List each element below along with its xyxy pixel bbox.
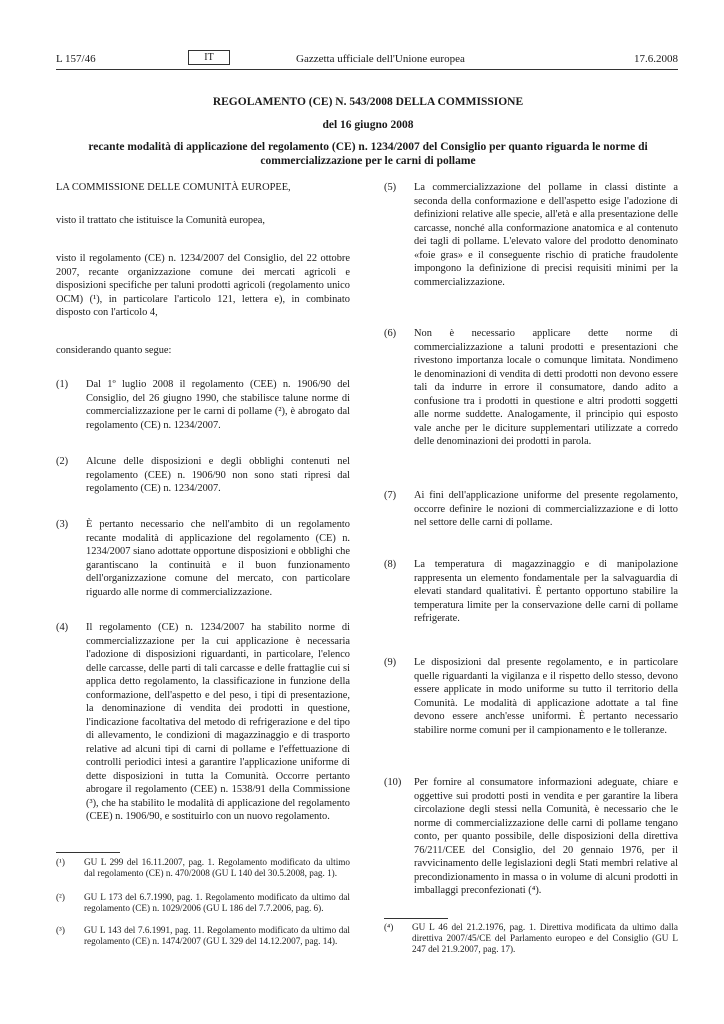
journal-title: Gazzetta ufficiale dell'Unione europea <box>296 53 465 65</box>
recital-text: Alcune delle disposizioni e degli obblighi contenuti nel regolamento (CEE) n. 1906/90 non sono stati ripresi dal regolamento (CE) n. 1234/2007. <box>86 456 350 494</box>
recital-number: (8) <box>384 559 397 570</box>
footnote-rule <box>56 852 120 853</box>
footnote-rule <box>384 918 448 919</box>
footnote-text: GU L 46 del 21.2.1976, pag. 1. Direttiva modificata da ultimo dalla direttiva 2007/45/CE del Parlamento europeo e del Consiglio (GU L 247 del 21.9.2007, pag. 17). <box>412 922 678 955</box>
page-reference: L 157/46 <box>56 53 96 65</box>
recital-number: (7) <box>384 490 397 501</box>
citation-regulation: visto il regolamento (CE) n. 1234/2007 del Consiglio, del 22 ottobre 2007, recante organizzazione comune dei mercati agricoli e disposizioni specifiche per taluni prodotti agricoli (regolamento unico OCM) (¹), in particolare l'articolo 121, lettera e), in combinato disposto con l'articolo 4, <box>56 253 350 318</box>
recital-number: (10) <box>384 777 402 788</box>
recital-text: Le disposizioni dal presente regolamento, e in particolare quelle riguardanti la vigilanza e il rispetto dello stesso, devono essere applicate in modo uniforme su tutto il territorio della Comunità. Le modalità di applicazione adottate a tal fine devono essere anch'esse uniformi. È pertanto necessario stabilire norme comuni per il campionamento e le tolleranze. <box>414 657 678 736</box>
recital-text: È pertanto necessario che nell'ambito di un regolamento recante modalità di applicazione del regolamento (CE) n. 1234/2007 siano adottate opportune disposizioni e obblighi che garantiscano la continuità e il buon funzionamento dell'organizzazione comune del mercato, con particolare riguardo alle norme di commercializzazione. <box>86 519 350 598</box>
footnote-text: GU L 299 del 16.11.2007, pag. 1. Regolamento modificato da ultimo dal regolamento (CE) n. 470/2008 (GU L 140 del 30.5.2008, pag. 1). <box>84 857 350 879</box>
recital-number: (4) <box>56 622 69 633</box>
recital-text: La commercializzazione del pollame in classi distinte a seconda della conformazione e dell'aspetto esige l'adozione di definizioni relative alle specie, all'età e alla presentazione delle carcasse, nonché alla conformazione anatomica e al contenuto dei tagli di pollame. L'elevato valore del prodotto denominato «foie gras» e il conseguente rischio di pratiche fraudolente impongono la definizione di precisi requisiti minimi per la commercializzazione. <box>414 182 678 288</box>
recital-number: (5) <box>384 182 397 193</box>
regulation-subject: recante modalità di applicazione del regolamento (CE) n. 1234/2007 del Consiglio per quanto riguarda le norme di commercializzazione per le carni di pollame <box>88 141 648 167</box>
recital-text: Dal 1º luglio 2008 il regolamento (CEE) n. 1906/90 del Consiglio, del 26 giugno 1990, che stabilisce talune norme di commercializzazione per le carni di pollame (²), è abrogato dal regolamento (CE) n. 1234/2007. <box>86 379 350 431</box>
regulation-title: REGOLAMENTO (CE) N. 543/2008 DELLA COMMISSIONE <box>212 96 524 108</box>
recital-text: La temperatura di magazzinaggio e di manipolazione rappresenta un elemento fondamentale per la salvaguardia di elevati standard qualitativi. È pertanto opportuno stabilire la temperatura limite per la conservazione delle carni di pollame refrigerate. <box>414 559 678 624</box>
considering-line: considerando quanto segue: <box>56 345 172 356</box>
publication-date: 17.6.2008 <box>634 53 678 65</box>
recital-number: (3) <box>56 519 69 530</box>
recital-text: Non è necessario applicare dette norme di commercializzazione a taluni prodotti e presentazioni che rivestono importanza locale o comunque limitata. Nondimeno le denominazioni di vendita di detti prodotti non devono essere tali da indurre in errore il consumatore, dando adito a confusione tra i prodotti in questione e altri prodotti soggetti alle norme suddette. Analogamente, il principio qui esposto vale anche per le diciture supplementari utilizzate a corredo delle denominazioni dei prodotti in parola. <box>414 328 678 447</box>
footnote-mark: (⁴) <box>384 922 394 932</box>
recital-text: Il regolamento (CE) n. 1234/2007 ha stabilito norme di commercializzazione per la cui applicazione è necessaria l'adozione di disposizioni riguardanti, in particolare, l'elenco delle carcasse, delle parti di tali carcasse e delle frattaglie cui si applica detto regolamento, la classificazione in funzione della conformazione, dell'aspetto e del peso, i tipi di presentazione, la denominazione di vendita dei prodotti in questione, l'indicazione facoltativa del metodo di refrigerazione e del tipo di allevamento, le condizioni di magazzinaggio e di trasporto relative ad alcuni tipi di carni di pollame e l'effettuazione di controlli periodici intesi a garantire l'applicazione uniforme di dette disposizioni in tutta la Comunità. Occorre pertanto abrogare il regolamento (CEE) n. 1538/91 della Commissione (³), che ha stabilito le modalità di applicazione del regolamento (CEE) n. 1906/90, e sostituirlo con un nuovo regolamento. <box>86 622 350 822</box>
page-header <box>56 50 678 68</box>
header-rule <box>56 69 678 70</box>
footnote-mark: (³) <box>56 925 65 935</box>
footnote-text: GU L 173 del 6.7.1990, pag. 1. Regolamento modificato da ultimo dal regolamento (CE) n. 1029/2006 (GU L 186 del 7.7.2006, pag. 6). <box>84 892 350 914</box>
citation-treaty: visto il trattato che istituisce la Comunità europea, <box>56 215 265 226</box>
recital-number: (6) <box>384 328 397 339</box>
recital-number: (9) <box>384 657 397 668</box>
recital-text: Per fornire al consumatore informazioni adeguate, chiare e oggettive sui prodotti posti in vendita e per garantire la libera circolazione degli stessi nella Comunità, è necessario che le norme di commercializzazione delle carni di pollame tengano conto, per quanto possibile, delle disposizioni della direttiva 76/211/CEE del Consiglio, del 20 gennaio 1976, per il ravvicinamento delle legislazioni degli Stati membri relative al precondizionamento in massa o in volume di alcuni prodotti in imballaggi preconfezionati (⁴). <box>414 777 678 896</box>
footnote-text: GU L 143 del 7.6.1991, pag. 11. Regolamento modificato da ultimo dal regolamento (CE) n. 1474/2007 (GU L 329 del 14.12.2007, pag. 14). <box>84 925 350 947</box>
authority-line: LA COMMISSIONE DELLE COMUNITÀ EUROPEE, <box>56 182 291 193</box>
recital-number: (2) <box>56 456 69 467</box>
regulation-date: del 16 giugno 2008 <box>322 119 414 131</box>
recital-number: (1) <box>56 379 69 390</box>
footnote-mark: (¹) <box>56 857 65 867</box>
language-box: IT <box>188 50 230 65</box>
recital-text: Ai fini dell'applicazione uniforme del presente regolamento, occorre definire le nozioni di commercializzazione e di lotto nel settore delle carni di pollame. <box>414 490 678 528</box>
footnote-mark: (²) <box>56 892 65 902</box>
